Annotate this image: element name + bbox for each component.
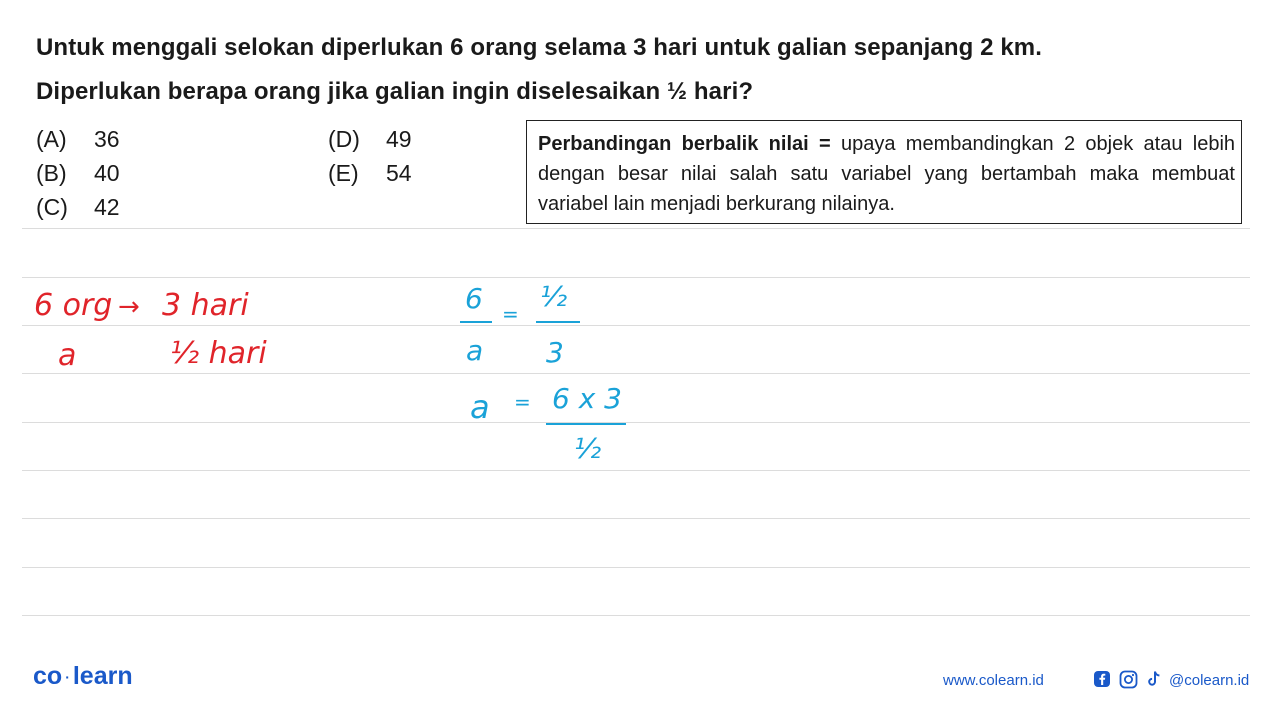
- ruled-line: [22, 615, 1250, 616]
- definition-term: Perbandingan berbalik nilai: [538, 133, 809, 155]
- option-a: [36, 126, 120, 153]
- option-b: [36, 160, 120, 187]
- hw-eq1-bar-right: [536, 321, 580, 323]
- option-value: 42: [94, 194, 120, 220]
- website-link[interactable]: www.colearn.id: [943, 672, 1044, 689]
- option-value: 40: [94, 160, 120, 186]
- hw-eq2-equals: =: [514, 390, 531, 414]
- ruled-line: [22, 228, 1250, 229]
- logo-co: co: [33, 662, 63, 690]
- logo-learn: learn: [72, 662, 133, 690]
- ruled-line: [22, 567, 1250, 568]
- question-line-2: Diperlukan berapa orang jika galian ingin diselesaikan ½ hari?: [36, 78, 754, 105]
- option-letter: (D): [328, 126, 360, 152]
- hw-arrow: →: [118, 292, 140, 322]
- hw-eq1-num-right: ½: [540, 280, 568, 313]
- option-letter: (A): [36, 126, 67, 152]
- hw-eq2-num: 6 x 3: [552, 382, 622, 415]
- tiktok-icon[interactable]: [1146, 668, 1163, 690]
- definition-separator: =: [808, 133, 841, 155]
- hw-a: a: [58, 338, 77, 373]
- hw-eq2-den: ½: [574, 432, 602, 465]
- colearn-logo: [33, 662, 133, 691]
- hw-three-days: 3 hari: [162, 288, 249, 323]
- hw-eq1-num-left: 6: [465, 282, 483, 315]
- instagram-icon[interactable]: [1119, 668, 1138, 690]
- logo-dot-icon: ·: [65, 669, 70, 686]
- option-d: [328, 126, 412, 153]
- hw-half-day: ½ hari: [170, 336, 267, 371]
- definition-box: [526, 120, 1242, 224]
- ruled-line: [22, 422, 1250, 423]
- option-c: [36, 194, 120, 221]
- hw-eq1-den-right: 3: [546, 336, 564, 369]
- option-letter: (E): [328, 160, 359, 186]
- hw-six-people: 6 org: [34, 288, 113, 323]
- hw-eq2-left: a: [470, 388, 490, 426]
- ruled-line: [22, 470, 1250, 471]
- ruled-line: [22, 325, 1250, 326]
- ruled-line: [22, 518, 1250, 519]
- social-handle[interactable]: @colearn.id: [1169, 672, 1250, 689]
- question-line-1: Untuk menggali selokan diperlukan 6 orang selama 3 hari untuk galian sepanjang 2 km.: [36, 34, 1043, 61]
- hw-eq1-equals: =: [502, 302, 519, 326]
- facebook-icon[interactable]: [1093, 668, 1111, 690]
- hw-eq2-bar: [546, 423, 626, 425]
- option-value: 36: [94, 126, 120, 152]
- hw-eq1-den-left: a: [466, 334, 484, 367]
- option-value: 49: [386, 126, 412, 152]
- option-e: [328, 160, 412, 187]
- definition-text: upaya membandingkan 2 objek atau lebih dengan besar nilai salah satu variabel yang bertambah maka membuat variabel lain menjadi berkurang nilainya.: [538, 133, 1236, 215]
- option-value: 54: [386, 160, 412, 186]
- option-letter: (B): [36, 160, 67, 186]
- ruled-line: [22, 277, 1250, 278]
- hw-eq1-bar-left: [460, 321, 492, 323]
- option-letter: (C): [36, 194, 68, 220]
- ruled-line: [22, 373, 1250, 374]
